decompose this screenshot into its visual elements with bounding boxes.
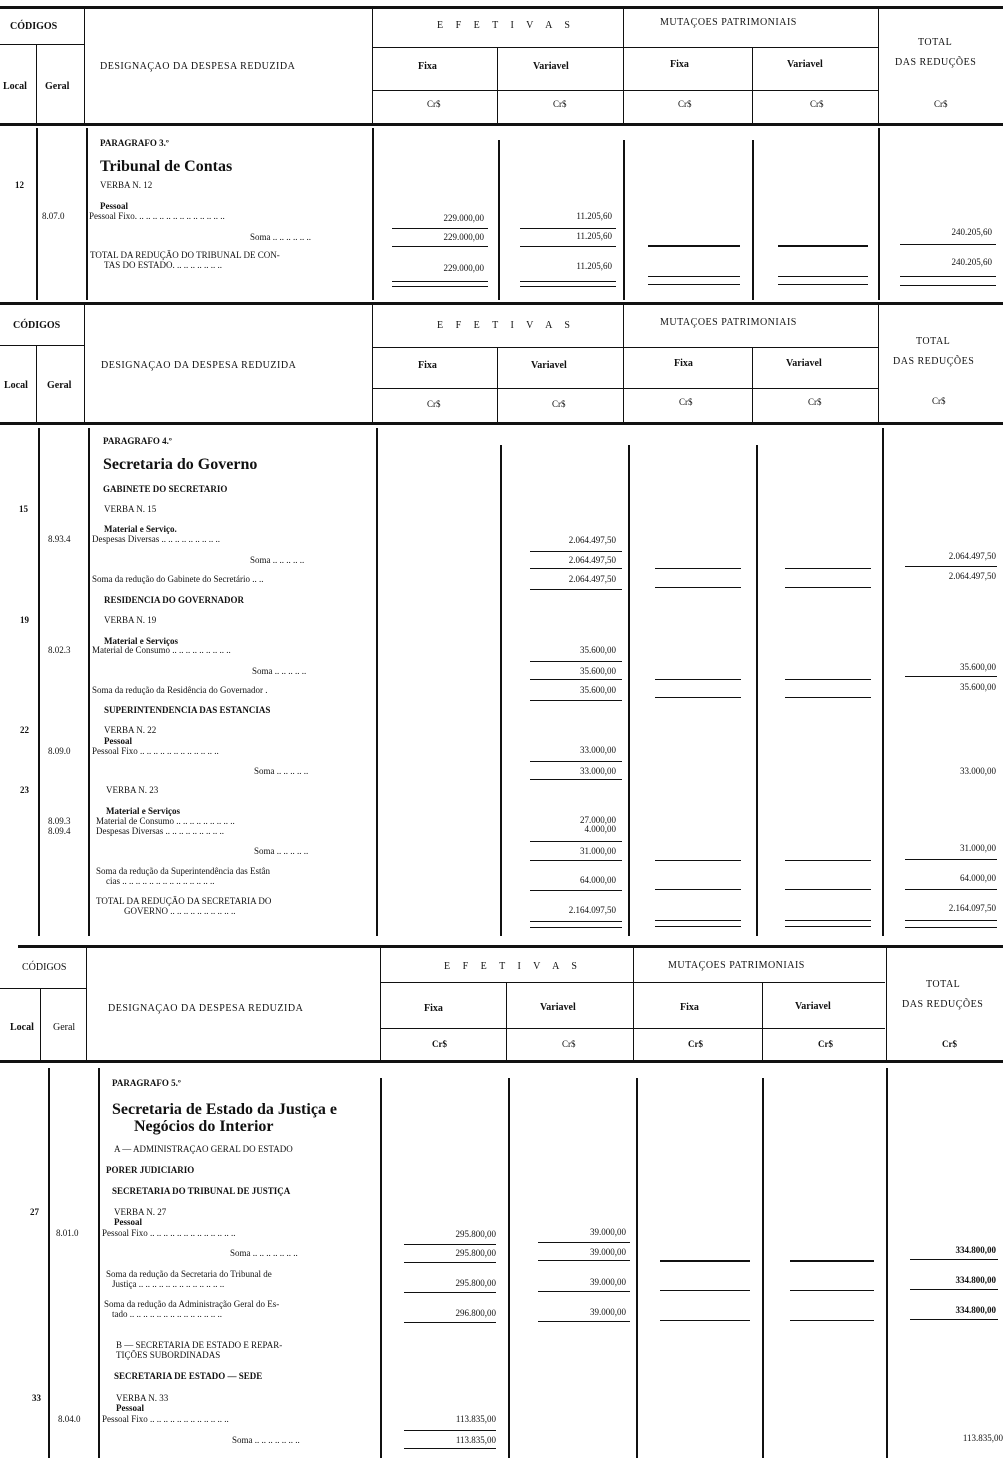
rule (905, 920, 997, 921)
header-total: TOTAL (916, 336, 951, 347)
total-label-2: TAS DO ESTADO. .. .. .. .. .. .. .. (104, 260, 223, 270)
mat-consumo: Material de Consumo .. .. .. .. .. .. .. .. .. (92, 645, 231, 655)
rule (790, 1260, 874, 1262)
b-sec-1: B — SECRETARIA DE ESTADO E REPAR- (116, 1340, 283, 1350)
currency-mut-var: Cr$ (810, 99, 824, 109)
rule (660, 1260, 750, 1262)
rule (752, 347, 753, 422)
rule (762, 1078, 764, 1458)
header-efetivas: E F E T I V A S (437, 320, 575, 331)
rule (655, 568, 741, 569)
desp-div23: Despesas Diversas .. .. .. .. .. .. .. .. .. (96, 826, 224, 836)
rule (648, 284, 740, 285)
rule (392, 286, 488, 287)
col-line-fixa (497, 47, 498, 124)
header-fixa: Fixa (424, 1003, 443, 1014)
total-fixa: 229.000,00 (443, 263, 484, 273)
soma23-var: 31.000,00 (580, 846, 616, 856)
rule (785, 920, 871, 921)
rule (48, 1068, 50, 1458)
header-mut-fixa: Fixa (674, 358, 693, 369)
rule (84, 305, 85, 422)
body-line-desig (372, 128, 374, 300)
soma27-fixa: 295.800,00 (455, 1248, 496, 1258)
rule (0, 422, 1003, 425)
soma27-total: 334.800,00 (955, 1245, 996, 1255)
rule (376, 428, 378, 936)
rule (500, 445, 502, 936)
rule (372, 388, 878, 389)
body-line-fixa (498, 140, 500, 300)
soma-res-total: 35.600,00 (960, 682, 996, 692)
pessoal-fixo-var: 33.000,00 (580, 745, 616, 755)
rule (655, 926, 741, 927)
rule (404, 1430, 496, 1431)
rule (633, 948, 634, 1060)
header-geral: Geral (45, 81, 70, 92)
rule (530, 700, 622, 701)
currency-var: Cr$ (552, 399, 566, 409)
header-codigos: CÓDIGOS (10, 21, 58, 32)
total-label-1: TOTAL DA REDUÇÃO DA SECRETARIA DO (96, 896, 272, 906)
body-line-efet (623, 140, 625, 300)
currency-mut-fixa: Cr$ (679, 397, 693, 407)
rule-header-bottom (0, 123, 1003, 126)
geral-code: 8.07.0 (42, 211, 65, 221)
rule (756, 445, 758, 936)
rule (778, 284, 868, 285)
rule (506, 982, 507, 1060)
rule (0, 1060, 1003, 1063)
soma23-label: Soma .. .. .. .. .. (254, 846, 309, 856)
soma-gab-total: 2.064.497,50 (948, 571, 996, 581)
desp-div: Despesas Diversas .. .. .. .. .. .. .. .. .. (92, 534, 220, 544)
rule (530, 890, 622, 891)
geral-894: 8.09.4 (48, 826, 71, 836)
rule (36, 345, 37, 422)
rule (404, 1322, 496, 1323)
verba27: VERBA N. 27 (114, 1207, 167, 1217)
rule (98, 1068, 100, 1458)
rule (520, 286, 616, 287)
body-line-mfixa (752, 140, 754, 300)
local19: 19 (20, 615, 29, 625)
rule (404, 1292, 496, 1293)
gabinete: GABINETE DO SECRETARIO (103, 484, 228, 494)
soma15-total: 2.064.497,50 (948, 551, 996, 561)
header-das-reducoes: DAS REDUÇÕES (902, 999, 984, 1010)
soma27-var: 39.000,00 (590, 1247, 626, 1257)
total-total: 2.164.097,50 (948, 903, 996, 913)
header-designacao: DESIGNAÇAO DA DESPESA REDUZIDA (100, 61, 296, 72)
rule (886, 948, 887, 1060)
geral-890: 8.09.0 (48, 746, 71, 756)
rule (380, 948, 381, 1060)
rule (538, 1260, 630, 1261)
rule (785, 679, 871, 680)
rule (910, 1319, 998, 1320)
mat-consumo23-var: 27.000,00 (580, 815, 616, 825)
rubrica: Pessoal (100, 201, 128, 211)
header-designacao: DESIGNAÇAO DA DESPESA REDUZIDA (108, 1003, 304, 1014)
soma19-var: 35.600,00 (580, 666, 616, 676)
soma-trib-2: Justiça .. .. .. .. .. .. .. .. .. .. .. .. .. (112, 1279, 225, 1289)
soma-res: Soma da redução da Residência do Governador . (92, 685, 268, 695)
rule (530, 927, 622, 928)
soma-trib-1: Soma da redução da Secretaria do Tribunal de (106, 1269, 272, 1279)
paragrafo: PARAGRAFO 3.º (100, 138, 169, 148)
verba15: VERBA N. 15 (104, 504, 157, 514)
item-label: Pessoal Fixo. .. .. .. .. .. .. .. .. .. .. .. .. .. (89, 211, 225, 221)
rule (530, 551, 622, 552)
rule (905, 889, 997, 890)
currency-fixa: Cr$ (427, 399, 441, 409)
rule (790, 1320, 874, 1321)
verba22: VERBA N. 22 (104, 725, 157, 735)
col-line-mut-fixa (752, 47, 753, 124)
header-das-reducoes: DAS REDUÇÕES (893, 356, 975, 367)
rule (905, 566, 997, 567)
local15: 15 (19, 504, 28, 514)
pessoal33: Pessoal (116, 1403, 144, 1413)
rule (40, 988, 41, 1060)
mat-servs: Material e Serviços (104, 636, 178, 646)
pessoal22: Pessoal (104, 736, 132, 746)
pf-fixa: 295.800,00 (455, 1229, 496, 1239)
header-efetivas: E F E T I V A S (437, 20, 575, 31)
total-total: 240.205,60 (951, 257, 992, 267)
col-line-local (36, 44, 37, 124)
header-mut-variavel: Variavel (787, 59, 823, 70)
header-geral: Geral (47, 380, 72, 391)
rule (655, 679, 741, 680)
rule (530, 779, 622, 780)
rule (762, 982, 763, 1060)
header-fixa: Fixa (418, 360, 437, 371)
rule (520, 228, 616, 229)
rule-under-codigos (0, 44, 84, 45)
rule (790, 1290, 874, 1291)
header-fixa: Fixa (418, 61, 437, 72)
rule (0, 988, 86, 989)
total-var: 2.164.097,50 (568, 905, 616, 915)
currency-total: Cr$ (934, 99, 948, 109)
header-mut-fixa: Fixa (680, 1002, 699, 1013)
sec-trib: SECRETARIA DO TRIBUNAL DE JUSTIÇA (112, 1186, 291, 1196)
section-tribunal-de-contas (0, 0, 1005, 305)
section-title: Secretaria do Governo (103, 456, 258, 473)
soma-gab: Soma da redução do Gabinete do Secretário .. .. (92, 574, 264, 584)
rule (648, 245, 740, 247)
rule (785, 587, 871, 588)
residencia: RESIDENCIA DO GOVERNADOR (104, 595, 245, 605)
rule (538, 1242, 630, 1243)
rule (905, 859, 997, 860)
rule (785, 889, 871, 890)
rule (372, 347, 878, 348)
local27: 27 (30, 1207, 39, 1217)
header-efetivas: E F E T I V A S (444, 961, 582, 972)
rule (905, 676, 997, 677)
rule (778, 276, 868, 277)
rule (530, 921, 622, 922)
soma33-total: 113.835,00 (962, 1433, 1003, 1443)
soma22-total: 33.000,00 (960, 766, 996, 776)
rule (38, 428, 40, 936)
rule (530, 761, 622, 762)
paragrafo: PARAGRAFO 5.º (112, 1078, 181, 1088)
rule (655, 920, 741, 921)
header-total: TOTAL (918, 37, 953, 48)
soma-res-var: 35.600,00 (580, 685, 616, 695)
rule (910, 1289, 998, 1290)
col-line-desig (372, 6, 373, 124)
soma-sup-var: 64.000,00 (580, 875, 616, 885)
rule (392, 281, 488, 282)
local23: 23 (20, 785, 29, 795)
mat-servs23: Material e Serviços (106, 806, 180, 816)
soma33-label: Soma .. .. .. .. .. .. .. (232, 1435, 300, 1445)
rule (404, 1244, 496, 1245)
soma19-label: Soma .. .. .. .. .. (252, 666, 307, 676)
rule (636, 1078, 638, 1458)
header-mutacoes: MUTAÇOES PATRIMONIAIS (660, 17, 797, 28)
header-mut-variavel: Variavel (786, 358, 822, 369)
item-var: 11.205,60 (576, 211, 612, 221)
rule (900, 244, 996, 245)
rule (660, 1320, 750, 1321)
verba19: VERBA N. 19 (104, 615, 157, 625)
rule (655, 697, 741, 698)
rule (878, 305, 879, 422)
rule (655, 889, 741, 890)
section-title-1: Secretaria de Estado da Justiça e (112, 1101, 338, 1118)
soma-adm-1: Soma da redução da Administração Geral do Es- (104, 1299, 280, 1309)
local22: 22 (20, 725, 29, 735)
soma-adm-total: 334.800,00 (955, 1305, 996, 1315)
rule (900, 276, 996, 277)
soma-adm-2: tado .. .. .. .. .. .. .. .. .. .. .. .. .. .. (112, 1309, 222, 1319)
total-var: 11.205,60 (576, 261, 612, 271)
soma-adm-var: 39.000,00 (590, 1307, 626, 1317)
pf33: Pessoal Fixo .. .. .. .. .. .. .. .. .. .. .. .. (102, 1414, 229, 1424)
currency-total: Cr$ (932, 396, 946, 406)
rule (538, 1291, 630, 1292)
geral-834: 8.93.4 (48, 534, 71, 544)
rule (882, 428, 884, 936)
total-label-2: GOVERNO .. .. .. .. .. .. .. .. .. .. (124, 906, 236, 916)
sede: SECRETARIA DE ESTADO — SEDE (114, 1371, 263, 1381)
header-total: TOTAL (926, 979, 961, 990)
header-variavel: Variavel (531, 360, 567, 371)
paragrafo: PARAGRAFO 4.º (103, 436, 172, 446)
soma-fixa: 229.000,00 (443, 232, 484, 242)
currency-fixa: Cr$ (427, 99, 441, 109)
soma23-total: 31.000,00 (960, 843, 996, 853)
body-line-local (36, 128, 38, 300)
rule (404, 1448, 496, 1449)
soma-sup-total: 64.000,00 (960, 873, 996, 883)
currency-mut-fixa: Cr$ (678, 99, 692, 109)
b-sec-2: TIÇÕES SUBORDINADAS (116, 1350, 221, 1360)
body-line-total (878, 128, 880, 300)
header-local: Local (3, 81, 27, 92)
soma15-label: Soma .. .. .. .. .. (250, 555, 305, 565)
soma33-fixa: 113.835,00 (455, 1435, 496, 1445)
col-line-geral (84, 6, 85, 124)
rule (0, 345, 84, 346)
verba33: VERBA N. 33 (116, 1393, 169, 1403)
rule-under-efetivas (372, 47, 878, 48)
currency-mut-var: Cr$ (818, 1039, 833, 1049)
header-mut-variavel: Variavel (795, 1001, 831, 1012)
rule (623, 305, 624, 422)
rule (785, 568, 871, 569)
pessoal-fixo: Pessoal Fixo .. .. .. .. .. .. .. .. .. .. .. .. .. (102, 1228, 236, 1238)
geral-823: 8.02.3 (48, 645, 71, 655)
local33: 33 (32, 1393, 41, 1403)
rule (785, 697, 871, 698)
total-label-1: TOTAL DA REDUÇÃO DO TRIBUNAL DE CON- (90, 250, 280, 260)
currency-var: Cr$ (562, 1039, 576, 1049)
geral-893: 8.09.3 (48, 816, 71, 826)
soma-trib-fixa: 295.800,00 (455, 1278, 496, 1288)
header-local: Local (10, 1022, 34, 1033)
currency-total: Cr$ (942, 1039, 957, 1049)
soma-trib-var: 39.000,00 (590, 1277, 626, 1287)
header-local: Local (4, 380, 28, 391)
rule (785, 860, 871, 861)
header-mutacoes: MUTAÇOES PATRIMONIAIS (668, 960, 805, 971)
header-geral: Geral (53, 1022, 76, 1033)
soma-adm-fixa: 296.800,00 (455, 1308, 496, 1318)
rule (530, 568, 622, 569)
soma27-label: Soma .. .. .. .. .. .. .. (230, 1248, 298, 1258)
item-fixa: 229.000,00 (443, 213, 484, 223)
rule (530, 589, 622, 590)
section-secretaria-do-governo (0, 305, 1005, 948)
header-mutacoes: MUTAÇOES PATRIMONIAIS (660, 317, 797, 328)
rule (88, 428, 90, 936)
superint: SUPERINTENDENCIA DAS ESTANCIAS (104, 705, 271, 715)
rule (86, 948, 87, 1060)
col-line-efetivas (623, 6, 624, 124)
geral-840: 8.04.0 (58, 1414, 81, 1424)
pf-var: 39.000,00 (590, 1227, 626, 1237)
verba: VERBA N. 12 (100, 180, 153, 190)
rule (530, 679, 622, 680)
rule (380, 1078, 382, 1458)
rule (538, 1321, 630, 1322)
desp-div23-var: 4.000,00 (584, 824, 616, 834)
soma-sup-1: Soma da redução da Superintendência das Estân (96, 866, 270, 876)
rule (778, 245, 868, 247)
rule (372, 305, 373, 422)
rule-under-fixa-var (372, 90, 878, 91)
rule (648, 276, 740, 277)
desp-div-var: 2.064.497,50 (568, 535, 616, 545)
col-line-total (878, 6, 879, 124)
rule (655, 587, 741, 588)
header-codigos: CÓDIGOS (13, 320, 61, 331)
currency-var: Cr$ (553, 99, 567, 109)
local-code: 12 (15, 180, 24, 190)
rule (628, 445, 630, 936)
header-mut-fixa: Fixa (670, 59, 689, 70)
rule (785, 926, 871, 927)
soma-trib-total: 334.800,00 (955, 1275, 996, 1285)
currency-fixa: Cr$ (432, 1039, 447, 1049)
rule (886, 1068, 888, 1458)
soma-gab-var: 2.064.497,50 (568, 574, 616, 584)
pessoal27: Pessoal (114, 1217, 142, 1227)
admin: A — ADMINISTRAÇAO GERAL DO ESTADO (114, 1144, 293, 1154)
rule (530, 841, 622, 842)
soma19-total: 35.600,00 (960, 662, 996, 672)
pf33-fixa: 113.835,00 (455, 1414, 496, 1424)
body-line-geral (86, 128, 88, 300)
rule (404, 1262, 496, 1263)
poder: PORER JUDICIARIO (106, 1165, 195, 1175)
soma-total: 240.205,60 (951, 227, 992, 237)
currency-mut-fixa: Cr$ (688, 1039, 703, 1049)
rule (520, 246, 616, 247)
section-title: Tribunal de Contas (100, 158, 233, 175)
soma-var: 11.205,60 (576, 231, 612, 241)
rule (905, 927, 997, 928)
section-secretaria-justica (0, 948, 1005, 1458)
soma-sup-2: cias .. .. .. .. .. .. .. .. .. .. .. .. .. .. (106, 876, 215, 886)
geral-810: 8.01.0 (56, 1228, 79, 1238)
rule (392, 228, 488, 229)
soma-label: Soma .. .. .. .. .. .. (250, 232, 312, 242)
rule (520, 281, 616, 282)
rule (497, 347, 498, 422)
header-designacao: DESIGNAÇAO DA DESPESA REDUZIDA (101, 360, 297, 371)
rule-top (0, 6, 1003, 9)
verba23: VERBA N. 23 (106, 785, 159, 795)
rule (508, 1078, 510, 1458)
header-codigos: CÓDIGOS (22, 962, 67, 973)
rule (655, 860, 741, 861)
rule (910, 1259, 998, 1260)
header-das-reducoes: DAS REDUÇÕES (895, 57, 977, 68)
mat-consumo23: Material de Consumo .. .. .. .. .. .. .. .. .. (96, 816, 235, 826)
section-title-2: Negócios do Interior (134, 1118, 274, 1135)
mat-consumo-var: 35.600,00 (580, 645, 616, 655)
rule (660, 1290, 750, 1291)
rule (900, 285, 996, 286)
soma22-label: Soma .. .. .. .. .. (254, 766, 309, 776)
rule (392, 246, 488, 247)
pessoal-fixo: Pessoal Fixo .. .. .. .. .. .. .. .. .. .. .. .. (92, 746, 219, 756)
mat-serv: Material e Serviço. (104, 524, 177, 534)
rule (530, 661, 622, 662)
soma22-var: 33.000,00 (580, 766, 616, 776)
soma15-var: 2.064.497,50 (568, 555, 616, 565)
rule (530, 860, 622, 861)
header-variavel: Variavel (533, 61, 569, 72)
currency-mut-var: Cr$ (808, 397, 822, 407)
header-variavel: Variavel (540, 1002, 576, 1013)
